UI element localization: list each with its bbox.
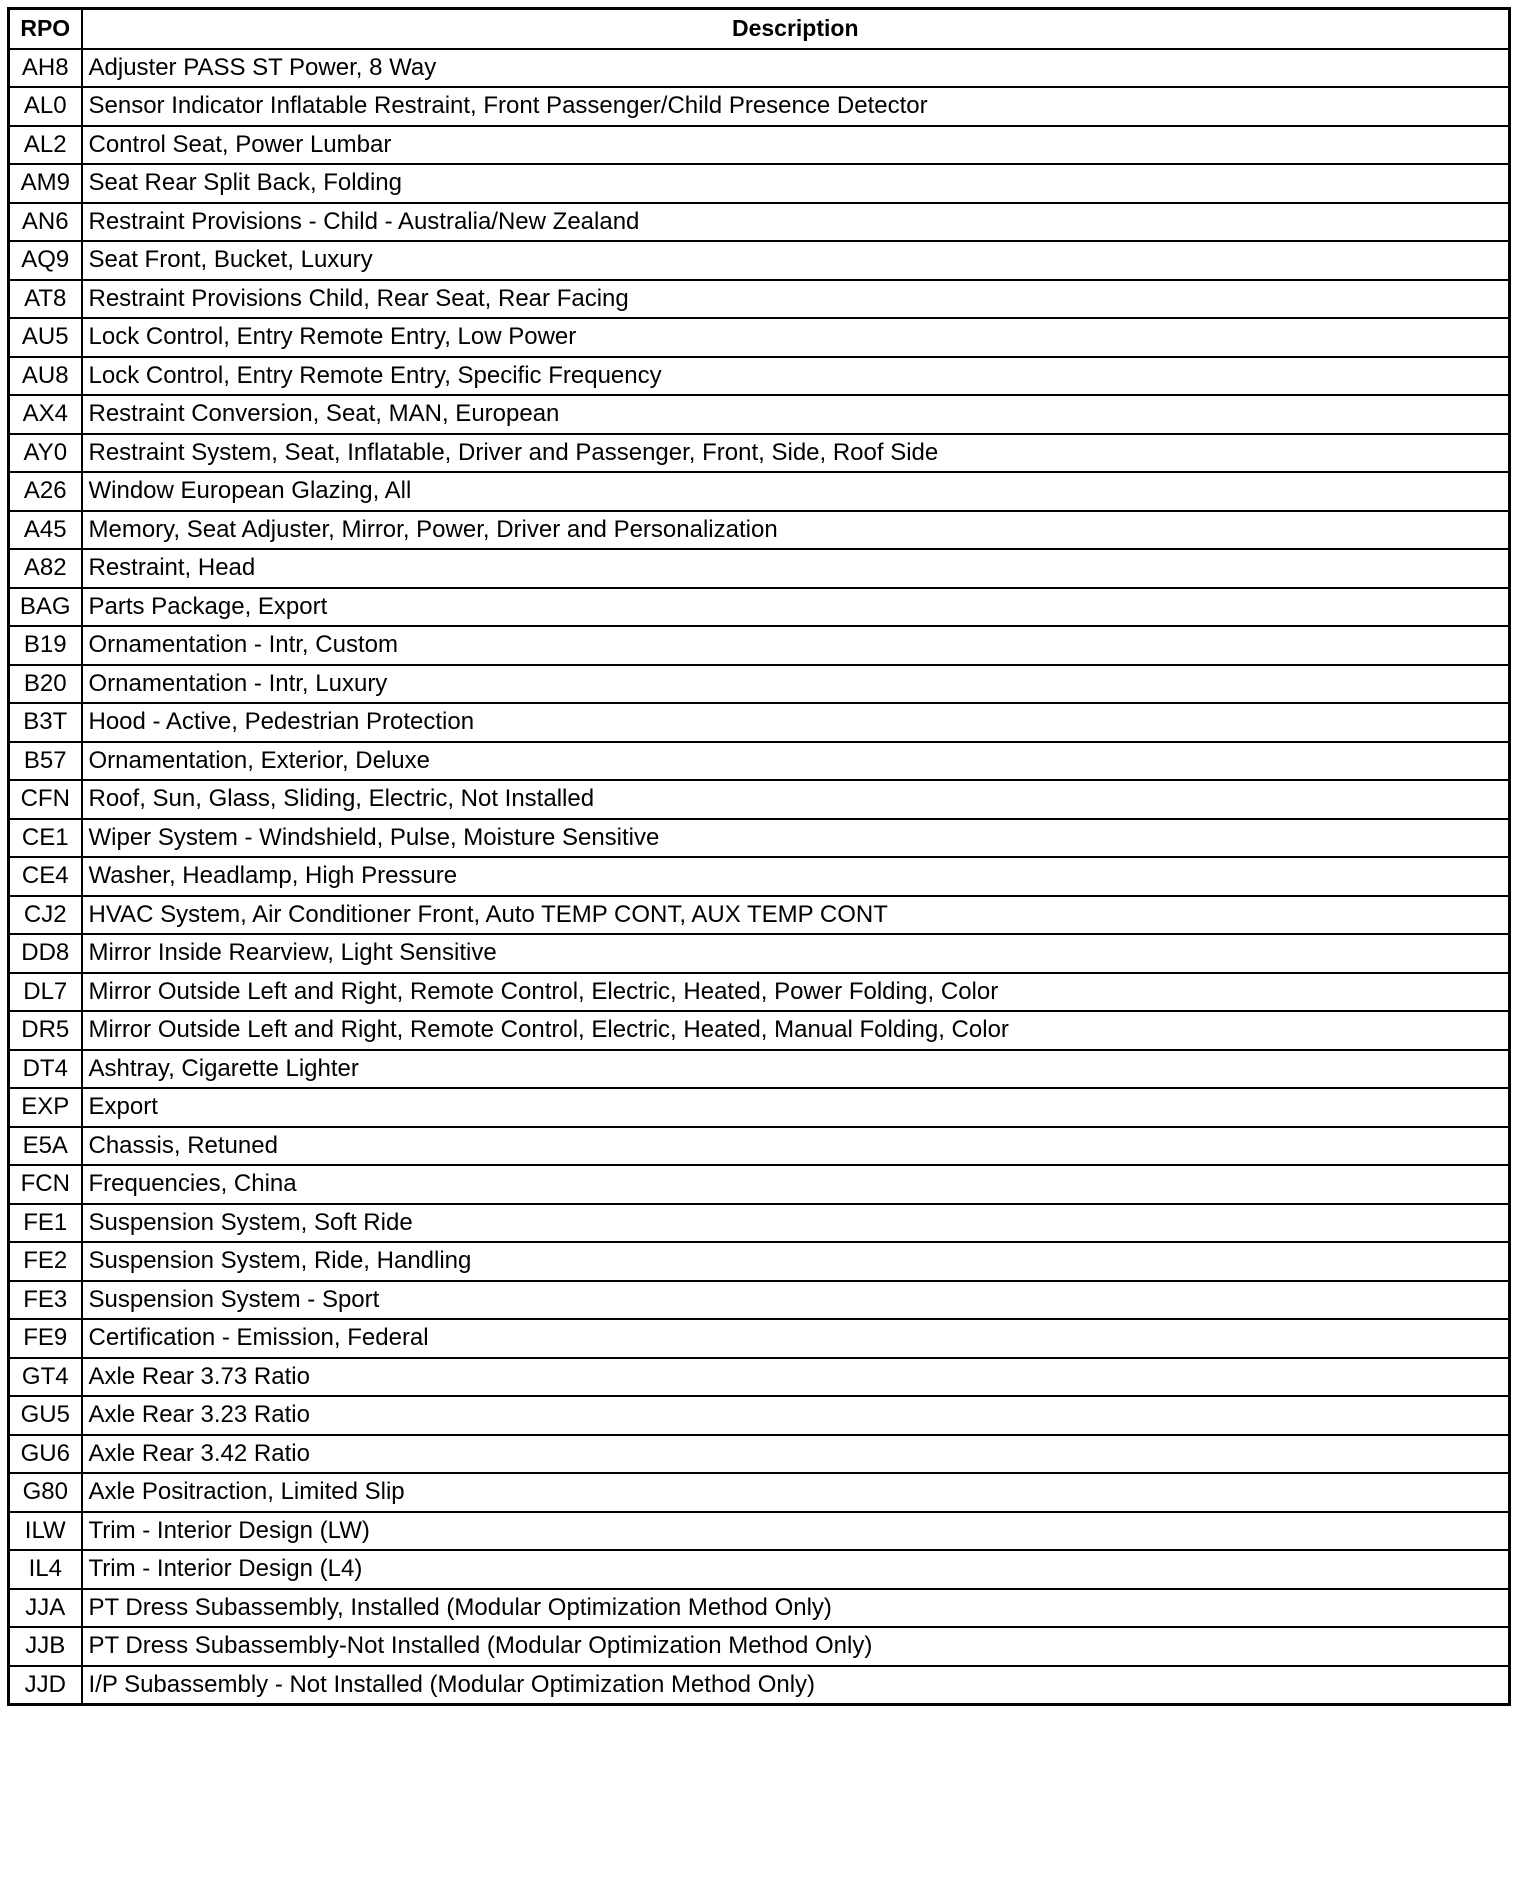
rpo-code-cell: GU5 [9, 1396, 82, 1435]
description-cell: Axle Positraction, Limited Slip [82, 1473, 1510, 1512]
description-cell: Ornamentation - Intr, Luxury [82, 665, 1510, 704]
rpo-code-cell: DD8 [9, 934, 82, 973]
description-cell: Seat Front, Bucket, Luxury [82, 241, 1510, 280]
rpo-code-cell: AL0 [9, 87, 82, 126]
table-row [9, 1242, 1510, 1281]
table-row [9, 280, 1510, 319]
rpo-code-cell: B19 [9, 626, 82, 665]
rpo-code-cell: B57 [9, 742, 82, 781]
header-rpo: RPO [9, 9, 82, 49]
table-row [9, 434, 1510, 473]
rpo-code-cell: AH8 [9, 49, 82, 88]
table-row [9, 1435, 1510, 1474]
rpo-code-cell: AU8 [9, 357, 82, 396]
rpo-code-cell: FE2 [9, 1242, 82, 1281]
table-row [9, 780, 1510, 819]
table-row [9, 549, 1510, 588]
rpo-code-cell: FE3 [9, 1281, 82, 1320]
table-row [9, 857, 1510, 896]
description-cell: Suspension System, Ride, Handling [82, 1242, 1510, 1281]
description-cell: Ornamentation, Exterior, Deluxe [82, 742, 1510, 781]
description-cell: Washer, Headlamp, High Pressure [82, 857, 1510, 896]
table-row [9, 511, 1510, 550]
rpo-code-cell: E5A [9, 1127, 82, 1166]
description-cell: Lock Control, Entry Remote Entry, Specific Frequency [82, 357, 1510, 396]
description-cell: Axle Rear 3.42 Ratio [82, 1435, 1510, 1474]
description-cell: HVAC System, Air Conditioner Front, Auto TEMP CONT, AUX TEMP CONT [82, 896, 1510, 935]
table-row [9, 1396, 1510, 1435]
table-row [9, 973, 1510, 1012]
table-row [9, 49, 1510, 88]
description-cell: Suspension System - Sport [82, 1281, 1510, 1320]
table-row [9, 1473, 1510, 1512]
rpo-code-cell: DL7 [9, 973, 82, 1012]
description-cell: Window European Glazing, All [82, 472, 1510, 511]
rpo-code-cell: AU5 [9, 318, 82, 357]
description-cell: Wiper System - Windshield, Pulse, Moisture Sensitive [82, 819, 1510, 858]
table-row [9, 1011, 1510, 1050]
description-cell: Control Seat, Power Lumbar [82, 126, 1510, 165]
table-row [9, 1358, 1510, 1397]
description-cell: I/P Subassembly - Not Installed (Modular Optimization Method Only) [82, 1666, 1510, 1705]
rpo-code-cell: FE1 [9, 1204, 82, 1243]
rpo-code-cell: IL4 [9, 1550, 82, 1589]
table-row [9, 1319, 1510, 1358]
rpo-code-cell: AT8 [9, 280, 82, 319]
table-row [9, 1666, 1510, 1705]
rpo-code-cell: FCN [9, 1165, 82, 1204]
table-row [9, 164, 1510, 203]
table-row [9, 742, 1510, 781]
description-cell: Certification - Emission, Federal [82, 1319, 1510, 1358]
table-row [9, 1127, 1510, 1166]
description-cell: PT Dress Subassembly-Not Installed (Modular Optimization Method Only) [82, 1627, 1510, 1666]
header-row [9, 9, 1510, 49]
rpo-code-cell: CE1 [9, 819, 82, 858]
rpo-code-cell: JJB [9, 1627, 82, 1666]
description-cell: Export [82, 1088, 1510, 1127]
description-cell: Mirror Inside Rearview, Light Sensitive [82, 934, 1510, 973]
table-row [9, 1550, 1510, 1589]
description-cell: PT Dress Subassembly, Installed (Modular Optimization Method Only) [82, 1589, 1510, 1628]
rpo-code-cell: G80 [9, 1473, 82, 1512]
description-cell: Roof, Sun, Glass, Sliding, Electric, Not Installed [82, 780, 1510, 819]
table-row [9, 626, 1510, 665]
rpo-code-cell: AQ9 [9, 241, 82, 280]
table-row [9, 934, 1510, 973]
rpo-code-cell: AM9 [9, 164, 82, 203]
table-row [9, 1281, 1510, 1320]
description-cell: Restraint Provisions Child, Rear Seat, Rear Facing [82, 280, 1510, 319]
table-row [9, 1204, 1510, 1243]
header-description: Description [82, 9, 1510, 49]
description-cell: Ashtray, Cigarette Lighter [82, 1050, 1510, 1089]
table-header [9, 9, 1510, 49]
description-cell: Axle Rear 3.23 Ratio [82, 1396, 1510, 1435]
rpo-code-cell: A82 [9, 549, 82, 588]
table-row [9, 703, 1510, 742]
table-row [9, 318, 1510, 357]
description-cell: Parts Package, Export [82, 588, 1510, 627]
description-cell: Frequencies, China [82, 1165, 1510, 1204]
rpo-code-cell: EXP [9, 1088, 82, 1127]
description-cell: Hood - Active, Pedestrian Protection [82, 703, 1510, 742]
description-cell: Seat Rear Split Back, Folding [82, 164, 1510, 203]
rpo-code-cell: CJ2 [9, 896, 82, 935]
rpo-code-cell: GT4 [9, 1358, 82, 1397]
rpo-code-cell: ILW [9, 1512, 82, 1551]
table-row [9, 1589, 1510, 1628]
table-row [9, 241, 1510, 280]
table-row [9, 896, 1510, 935]
rpo-code-cell: AN6 [9, 203, 82, 242]
table-row [9, 87, 1510, 126]
rpo-code-cell: GU6 [9, 1435, 82, 1474]
table-row [9, 126, 1510, 165]
rpo-code-cell: A26 [9, 472, 82, 511]
rpo-code-cell: B20 [9, 665, 82, 704]
table-row [9, 819, 1510, 858]
table-row [9, 1050, 1510, 1089]
table-row [9, 395, 1510, 434]
table-row [9, 588, 1510, 627]
table-row [9, 1512, 1510, 1551]
rpo-code-cell: DR5 [9, 1011, 82, 1050]
rpo-code-cell: CFN [9, 780, 82, 819]
description-cell: Mirror Outside Left and Right, Remote Control, Electric, Heated, Power Folding, Color [82, 973, 1510, 1012]
rpo-code-cell: AL2 [9, 126, 82, 165]
description-cell: Ornamentation - Intr, Custom [82, 626, 1510, 665]
table-body [9, 49, 1510, 1705]
table-row [9, 472, 1510, 511]
rpo-table [7, 7, 1511, 1706]
rpo-code-cell: A45 [9, 511, 82, 550]
description-cell: Suspension System, Soft Ride [82, 1204, 1510, 1243]
table-row [9, 1627, 1510, 1666]
rpo-code-cell: FE9 [9, 1319, 82, 1358]
description-cell: Restraint, Head [82, 549, 1510, 588]
rpo-code-cell: B3T [9, 703, 82, 742]
description-cell: Trim - Interior Design (L4) [82, 1550, 1510, 1589]
rpo-code-cell: JJD [9, 1666, 82, 1705]
description-cell: Restraint Provisions - Child - Australia/New Zealand [82, 203, 1510, 242]
description-cell: Memory, Seat Adjuster, Mirror, Power, Driver and Personalization [82, 511, 1510, 550]
description-cell: Adjuster PASS ST Power, 8 Way [82, 49, 1510, 88]
description-cell: Axle Rear 3.73 Ratio [82, 1358, 1510, 1397]
rpo-code-cell: CE4 [9, 857, 82, 896]
description-cell: Chassis, Retuned [82, 1127, 1510, 1166]
description-cell: Mirror Outside Left and Right, Remote Control, Electric, Heated, Manual Folding, Color [82, 1011, 1510, 1050]
description-cell: Trim - Interior Design (LW) [82, 1512, 1510, 1551]
rpo-code-cell: BAG [9, 588, 82, 627]
table-row [9, 665, 1510, 704]
description-cell: Sensor Indicator Inflatable Restraint, Front Passenger/Child Presence Detector [82, 87, 1510, 126]
rpo-code-cell: JJA [9, 1589, 82, 1628]
table-row [9, 357, 1510, 396]
table-row [9, 1165, 1510, 1204]
description-cell: Lock Control, Entry Remote Entry, Low Power [82, 318, 1510, 357]
table-row [9, 1088, 1510, 1127]
rpo-code-cell: AY0 [9, 434, 82, 473]
description-cell: Restraint Conversion, Seat, MAN, European [82, 395, 1510, 434]
rpo-code-cell: DT4 [9, 1050, 82, 1089]
rpo-code-cell: AX4 [9, 395, 82, 434]
table-row [9, 203, 1510, 242]
description-cell: Restraint System, Seat, Inflatable, Driver and Passenger, Front, Side, Roof Side [82, 434, 1510, 473]
